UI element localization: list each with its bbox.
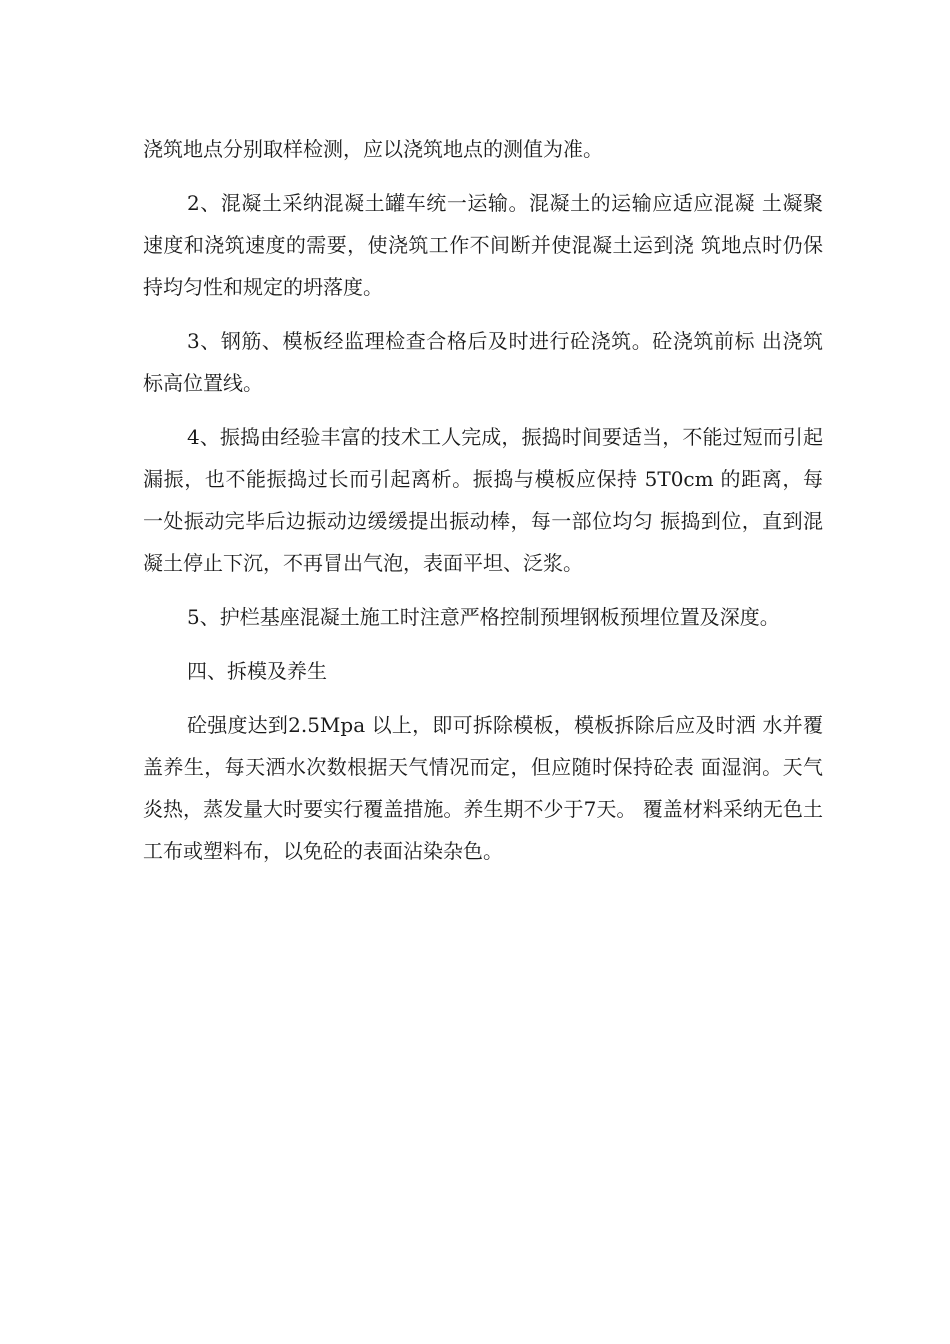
section-heading-formwork-curing: 四、拆模及养生 bbox=[187, 659, 327, 683]
paragraph-item-2-transport: 2、混凝土采纳混凝土罐车统一运输。混凝土的运输应适应混凝 土凝聚速度和浇筑速度的需要，使浇筑工作不间断并使混凝土运到浇 筑地点时仍保持均匀性和规定的坍落度。 bbox=[143, 191, 823, 299]
paragraph-continuation: 浇筑地点分别取样检测，应以浇筑地点的测值为准。 bbox=[143, 137, 603, 161]
document-body bbox=[143, 128, 823, 884]
paragraph-item-4-vibration: 4、振捣由经验丰富的技术工人完成，振捣时间要适当，不能过短而引起漏振，也不能振捣过长而引起离析。振捣与模板应保持 5T0cm 的距离，每一处振动完毕后边振动边缓缓提出振动棒，每一部位均匀 振捣到位，直到混凝土停止下沉，不再冒出气泡，表面平坦、泛浆。 bbox=[143, 425, 823, 575]
paragraph-item-3-pouring: 3、钢筋、模板经监理检查合格后及时进行砼浇筑。砼浇筑前标 出浇筑标高位置线。 bbox=[143, 329, 823, 395]
paragraph-curing: 砼强度达到2.5Mpa 以上，即可拆除模板，模板拆除后应及时洒 水并覆盖养生，每天洒水次数根据天气情况而定，但应随时保持砼表 面湿润。天气炎热，蒸发量大时要实行覆盖措施。养生期不少于7天。 覆盖材料采纳无色土工布或塑料布，以免砼的表面沾染杂色。 bbox=[143, 713, 823, 863]
paragraph-item-5-guardrail: 5、护栏基座混凝土施工时注意严格控制预埋钢板预埋位置及深度。 bbox=[187, 605, 780, 629]
